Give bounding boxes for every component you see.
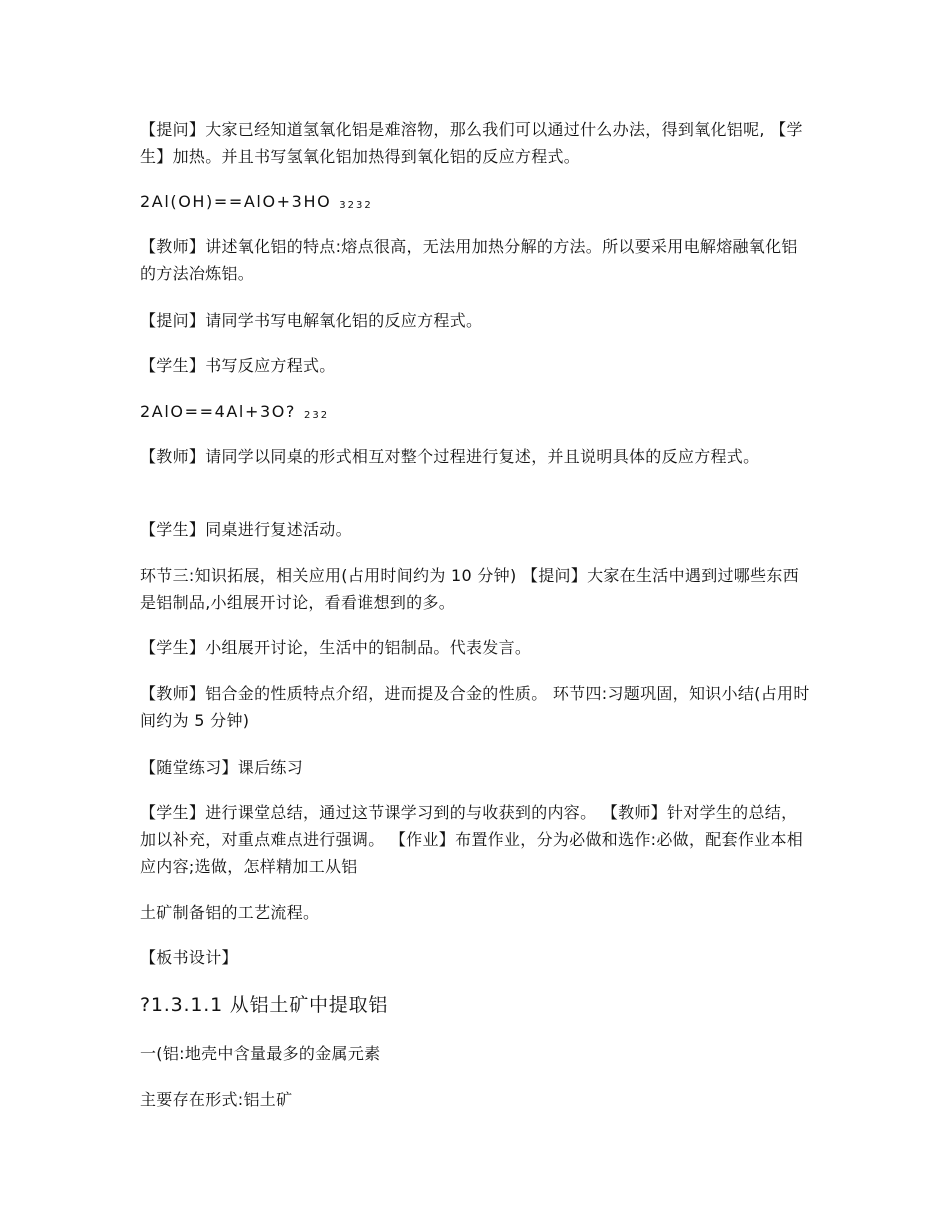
equation-text: 2Al(OH)==AlO+3HO [140, 192, 332, 211]
equation-subscripts: 3232 [339, 200, 373, 211]
paragraph-bauxite-process: 土矿制备铝的工艺流程。 [140, 903, 320, 922]
paragraph-summary-homework: 【学生】进行课堂总结，通过这节课学习到的与收获到的内容。 【教师】针对学生的总结，加以补充，对重点难点进行强调。 【作业】布置作业，分为必做和选作:必做，配套作业本相应内容;选做，怎样精加工从铝 [140, 803, 804, 876]
equation-electrolysis [140, 398, 812, 429]
paragraph-student-write-equation: 【学生】书写反应方程式。 [140, 356, 336, 375]
paragraph-section-three: 环节三:知识拓展，相关应用(占用时间约为 10 分钟) 【提问】大家在生活中遇到过哪些东西是铝制品,小组展开讨论，看看谁想到的多。 [140, 566, 799, 612]
equation-text: 2AlO==4Al+3O? [140, 402, 297, 421]
paragraph-teacher-melting-point: 【教师】讲述氧化铝的特点:熔点很高，无法用加热分解的方法。所以要采用电解熔融氧化铝的方法冶炼铝。 [140, 237, 798, 283]
paragraph-aluminum-abundance: 一(铝:地壳中含量最多的金属元素 [140, 1044, 381, 1063]
paragraph-student-review: 【学生】同桌进行复述活动。 [140, 520, 352, 539]
paragraph-teacher-alloy: 【教师】铝合金的性质特点介绍，进而提及合金的性质。 环节四:习题巩固，知识小结(占用时间约为 5 分钟) [140, 684, 810, 730]
paragraph-exercise: 【随堂练习】课后练习 [140, 758, 304, 777]
section-heading: ?1.3.1.1 从铝土矿中提取铝 [140, 994, 389, 1016]
paragraph-question-heating: 【提问】大家已经知道氢氧化铝是难溶物，那么我们可以通过什么办法，得到氧化铝呢, 【学生】加热。并且书写氢氧化铝加热得到氧化铝的反应方程式。 [140, 120, 803, 166]
paragraph-board-design: 【板书设计】 [140, 948, 238, 967]
paragraph-question-electrolysis: 【提问】请同学书写电解氧化铝的反应方程式。 [140, 311, 483, 330]
equation-aluminum-hydroxide-decomposition [140, 188, 812, 219]
paragraph-student-discussion: 【学生】小组展开讨论，生活中的铝制品。代表发言。 [140, 638, 532, 657]
paragraph-main-form: 主要存在形式:铝土矿 [140, 1090, 293, 1109]
equation-subscripts: 232 [304, 410, 330, 421]
paragraph-teacher-review: 【教师】请同学以同桌的形式相互对整个过程进行复述，并且说明具体的反应方程式。 [140, 447, 760, 466]
